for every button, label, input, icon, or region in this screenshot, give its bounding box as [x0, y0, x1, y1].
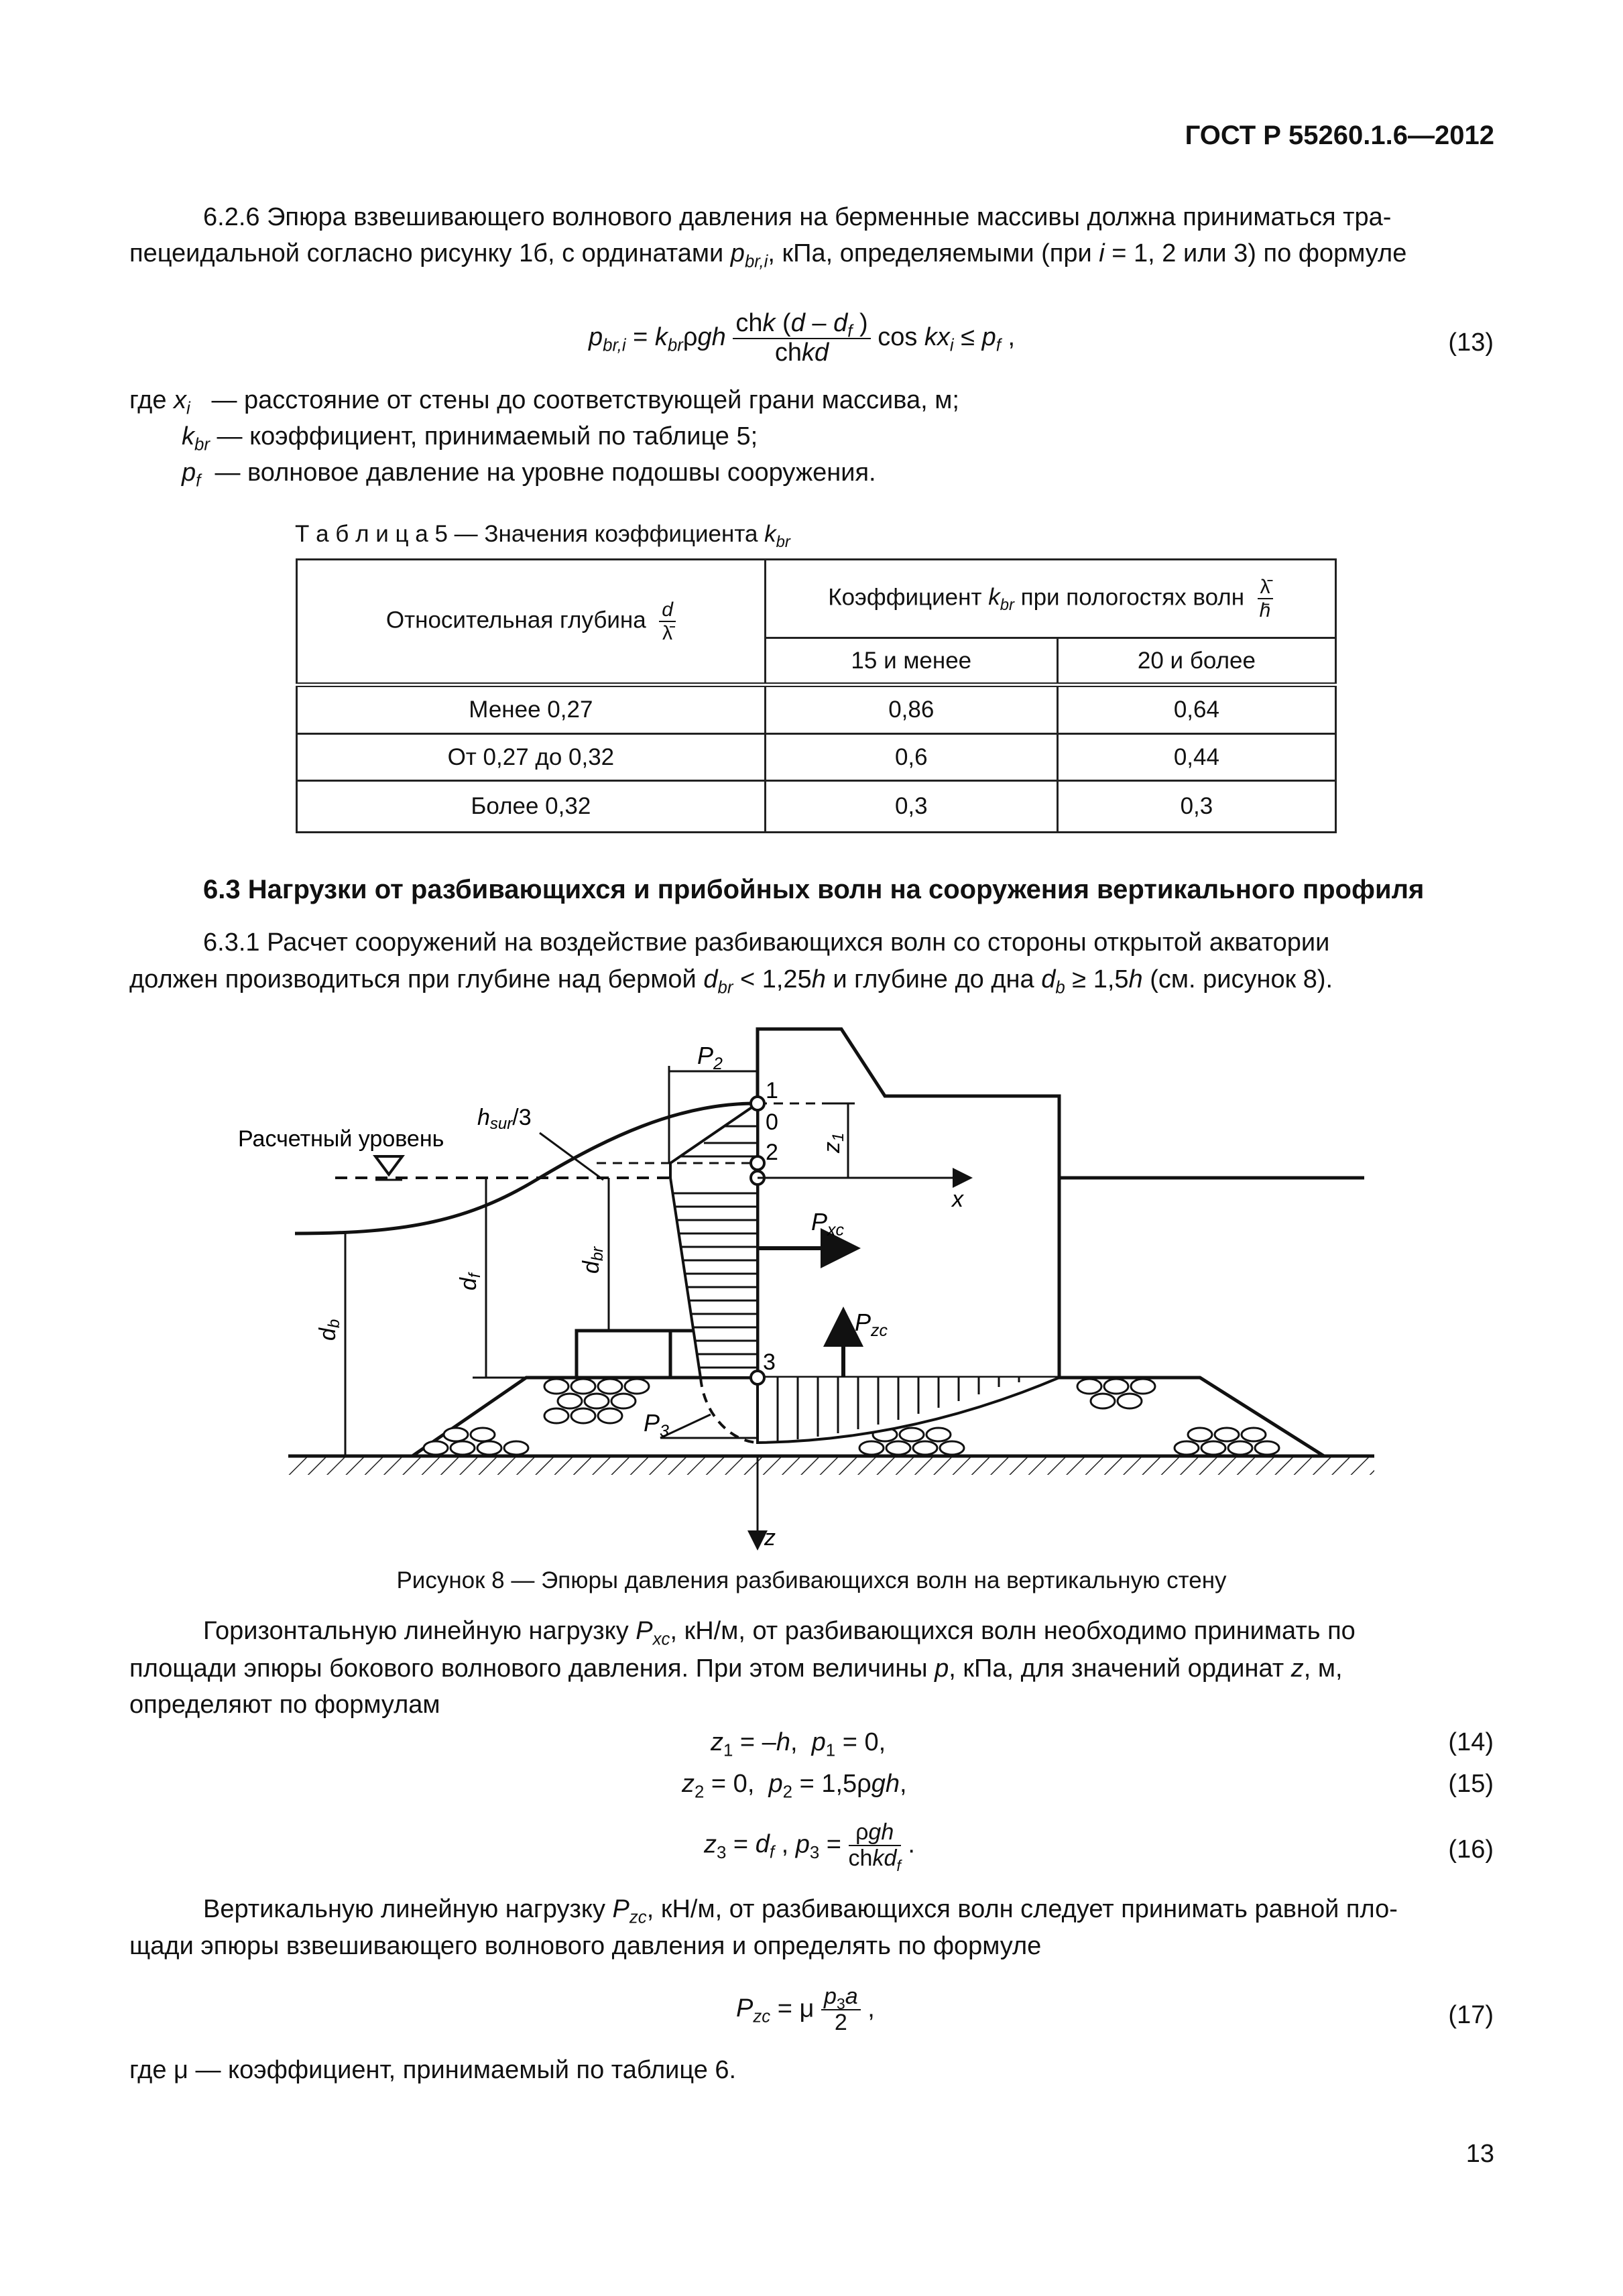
z-axis-label: z — [764, 1525, 776, 1551]
berm-block — [577, 1331, 704, 1378]
table-cell: 0,3 — [1057, 781, 1335, 833]
page-number: 13 — [1465, 2140, 1494, 2168]
table-5 — [296, 558, 1337, 833]
table-cell: От 0,27 до 0,32 — [297, 734, 766, 781]
table-5-caption: Т а б л и ц а 5 — Значения коэффициента $k_{br}$ — [295, 521, 790, 551]
table-5-sub-header: 20 и более — [1057, 638, 1335, 685]
paragraph-vertical-load-cont: щади эпюры взвешивающего волнового давления и определять по формуле — [129, 1932, 1042, 1960]
x-axis-label: x — [952, 1187, 963, 1212]
paragraph-mu-definition: где μ — коэффициент, принимаемый по таблице 6. — [129, 2056, 737, 2084]
table-5-sub-header: 15 и менее — [765, 638, 1057, 685]
table-5-col1-header: Относительная глубина $\frac{d}{\lambdā}$ — [297, 560, 766, 685]
equation-16: $z_3 = d_f$ , $p_3$ = $\frac{\text{ρgh}}{chkd_f}$ . — [704, 1819, 915, 1875]
design-level-marker — [375, 1156, 402, 1174]
equation-13-number: (13) — [1448, 328, 1494, 357]
table-cell: 0,64 — [1057, 685, 1335, 734]
pzc-label: $P_{zc}$ — [855, 1309, 888, 1340]
equation-16-number: (16) — [1448, 1835, 1494, 1864]
table-row — [297, 781, 1336, 833]
hsur-label: hsur/3 — [477, 1105, 532, 1133]
table-cell: 0,6 — [765, 734, 1057, 781]
table-cell: 0,86 — [765, 685, 1057, 734]
definitions-6-2-6: где $x_i$ — расстояние от стены до соответствующей грани массива, м; $k_{br}$ — коэффициент, принимаемый по таблице 5; $p_f$ — волновое давление на уровне подошвы сооружения. — [129, 386, 959, 491]
section-heading-6-3: 6.3 Нагрузки от разбивающихся и прибойных волн на сооружения вертикального профиля — [203, 875, 1425, 904]
table-cell: 0,44 — [1057, 734, 1335, 781]
paragraph-vertical-load: Вертикальную линейную нагрузку $P_{zc}$, кН/м, от разбивающихся волн следует принимать равной пло- — [203, 1895, 1398, 1927]
table-cell: Менее 0,27 — [297, 685, 766, 734]
p3-label: $P_3$ — [644, 1409, 669, 1441]
table-row — [297, 734, 1336, 781]
paragraph-horizontal-load-end: определяют по формулам — [129, 1691, 440, 1719]
p2-label: $P_2$ — [697, 1042, 723, 1073]
paragraph-6-3-1: 6.3.1 Расчет сооружений на воздействие разбивающихся волн со стороны открытой акватории — [203, 928, 1330, 957]
document-number: ГОСТ Р 55260.1.6—2012 — [1185, 121, 1494, 150]
figure-8-diagram — [0, 1006, 1623, 1575]
paragraph-6-2-6: 6.2.6 Эпюра взвешивающего волнового давления на берменные массивы должна приниматься тра- — [203, 203, 1392, 231]
paragraph-6-3-1-cont: должен производиться при глубине над бермой $d_{br} < 1,25h$ и глубине до дна $d_b \ge 1,5h$ (см. рисунок 8). — [129, 965, 1333, 998]
paragraph-horizontal-load: Горизонтальную линейную нагрузку $P_{xc}$, кН/м, от разбивающихся волн необходимо принимать по — [203, 1617, 1356, 1649]
table-cell: Более 0,32 — [297, 781, 766, 833]
equation-15-number: (15) — [1448, 1770, 1494, 1798]
point-label-1: 1 — [766, 1078, 778, 1103]
equation-17: $P_{zc} = \mu$ $\frac{p_3a}{2}$ , — [736, 1984, 875, 2036]
dbr-label: dbr — [579, 1246, 607, 1274]
db-label: db — [315, 1319, 343, 1341]
table-5-col2-header: Коэффициент $k_{br}$ при пологостях волн $\frac{\lambdā}{h̄}$ — [765, 560, 1335, 638]
equation-17-number: (17) — [1448, 2001, 1494, 2029]
equation-13: $p_{br,i} = k_{br}\rho gh$ $\frac{chk (d - d_f )}{\text{chkd}}$ $\cos kx_i \le p_f$ , — [589, 309, 1016, 367]
figure-8-caption: Рисунок 8 — Эпюры давления разбивающихся волн на вертикальную стену — [396, 1567, 1227, 1593]
paragraph-6-2-6-cont: пецеидальной согласно рисунку 1б, с ординатами $p_{br,i}$, кПа, определяемыми (при i = 1, 2 или 3) по формуле — [129, 239, 1407, 271]
table-row — [297, 685, 1336, 734]
z1-label: z1 — [819, 1132, 847, 1153]
equation-14: $z_1 = -h$, $p_1 = 0$, — [711, 1728, 886, 1760]
equation-14-number: (14) — [1448, 1728, 1494, 1756]
paragraph-horizontal-load-cont: площади эпюры бокового волнового давления. При этом величины p, кПа, для значений ординат z, м, — [129, 1654, 1343, 1683]
vertical-wall — [758, 1029, 1059, 1378]
table-cell: 0,3 — [765, 781, 1057, 833]
pxc-label: $P_{xc}$ — [811, 1208, 845, 1240]
point-label-2: 2 — [766, 1140, 778, 1165]
df-label: df — [456, 1273, 484, 1290]
equation-15: $z_2 = 0$, $p_2 = 1,5\rho gh$, — [682, 1770, 907, 1802]
point-label-0: 0 — [766, 1109, 778, 1135]
seabed-hatching — [288, 1456, 1374, 1475]
design-level-label: Расчетный уровень — [238, 1126, 444, 1152]
point-label-3: 3 — [763, 1349, 776, 1375]
